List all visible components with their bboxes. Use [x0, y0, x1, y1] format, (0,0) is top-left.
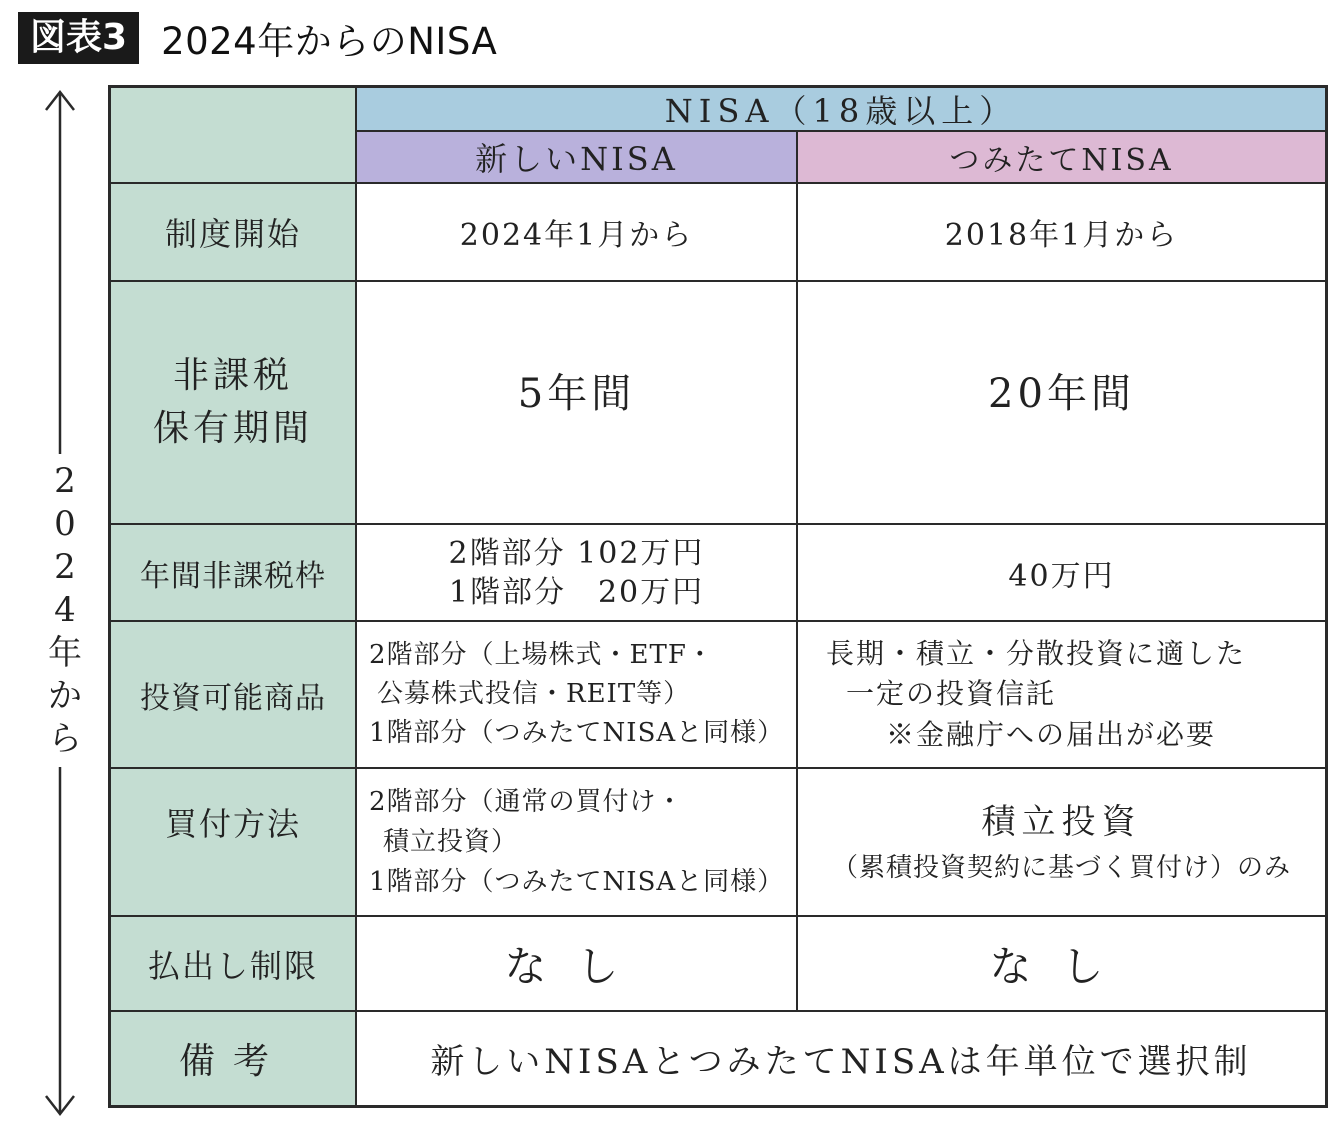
tsumitate-withdrawal: なし [798, 917, 1325, 1012]
timeline-caption-char: 2 [54, 547, 76, 587]
new-nisa-limit-line1: 2階部分 102万円 [448, 535, 705, 571]
row-label-withdrawal: 払出し制限 [111, 917, 357, 1012]
timeline-caption-char: 2 [54, 461, 76, 501]
new-nisa-limit [357, 525, 798, 622]
row-label-products: 投資可能商品 [111, 622, 357, 769]
column-header-new-nisa: 新しいNISA [357, 132, 798, 184]
tsumitate-method-line1: 積立投資 [981, 801, 1142, 842]
timeline-caption-char: か [48, 676, 82, 716]
new-nisa-products-line2: 公募株式投信・REIT等） [377, 679, 691, 709]
new-nisa-withdrawal: なし [357, 917, 798, 1012]
nisa-comparison-table [108, 85, 1328, 1108]
tsumitate-products-line1: 長期・積立・分散投資に適した [826, 636, 1247, 670]
tsumitate-limit: 40万円 [798, 525, 1325, 622]
row-label-method: 買付方法 [111, 769, 357, 917]
timeline-caption-char: 年 [48, 633, 82, 673]
new-nisa-limit-line2: 1階部分 20万円 [448, 574, 705, 610]
new-nisa-method-line3: 1階部分（つみたてNISAと同様） [369, 867, 785, 898]
tsumitate-method-line2: （累積投資契約に基づく買付け）のみ [831, 853, 1291, 884]
figure-title: 2024年からのNISA [161, 20, 498, 63]
remarks-value: 新しいNISAとつみたてNISAは年単位で選択制 [430, 1042, 1252, 1082]
column-header-tsumitate-nisa: つみたてNISA [798, 132, 1325, 184]
tsumitate-products [798, 622, 1325, 769]
row-label-start: 制度開始 [111, 184, 357, 282]
new-nisa-products-line1: 2階部分（上場株式・ETF・ [369, 640, 714, 670]
tsumitate-products-line3: ※金融庁への届出が必要 [886, 717, 1217, 751]
row-label-period-line2: 保有期間 [152, 407, 313, 449]
tsumitate-start: 2018年1月から [798, 184, 1325, 282]
row-label-period [111, 282, 357, 525]
new-nisa-method-line1: 2階部分（通常の買付け・ [369, 786, 684, 817]
new-nisa-start: 2024年1月から [357, 184, 798, 282]
tsumitate-products-line2: 一定の投資信託 [846, 677, 1057, 711]
timeline-axis [40, 88, 80, 1120]
new-nisa-method [357, 769, 798, 917]
tsumitate-period: 20年間 [798, 282, 1325, 525]
row-label-limit: 年間非課税枠 [111, 525, 357, 622]
new-nisa-period: 5年間 [357, 282, 798, 525]
row-label-remarks: 備考 [111, 1012, 357, 1105]
timeline-caption-char: ら [48, 719, 82, 759]
figure-header [18, 8, 497, 68]
new-nisa-method-line2: 積立投資） [383, 826, 519, 857]
timeline-caption [48, 454, 82, 767]
nisa-group-header: NISA（18歳以上） [357, 88, 1325, 132]
timeline-caption-char: 4 [54, 590, 76, 630]
row-label-period-line1: 非課税 [172, 355, 293, 397]
figure-badge: 図表3 [18, 12, 139, 64]
new-nisa-products [357, 622, 798, 769]
new-nisa-products-line3: 1階部分（つみたてNISAと同様） [369, 718, 785, 748]
corner-cell [111, 88, 357, 184]
timeline-caption-char: 0 [54, 504, 76, 544]
tsumitate-method [798, 769, 1325, 917]
